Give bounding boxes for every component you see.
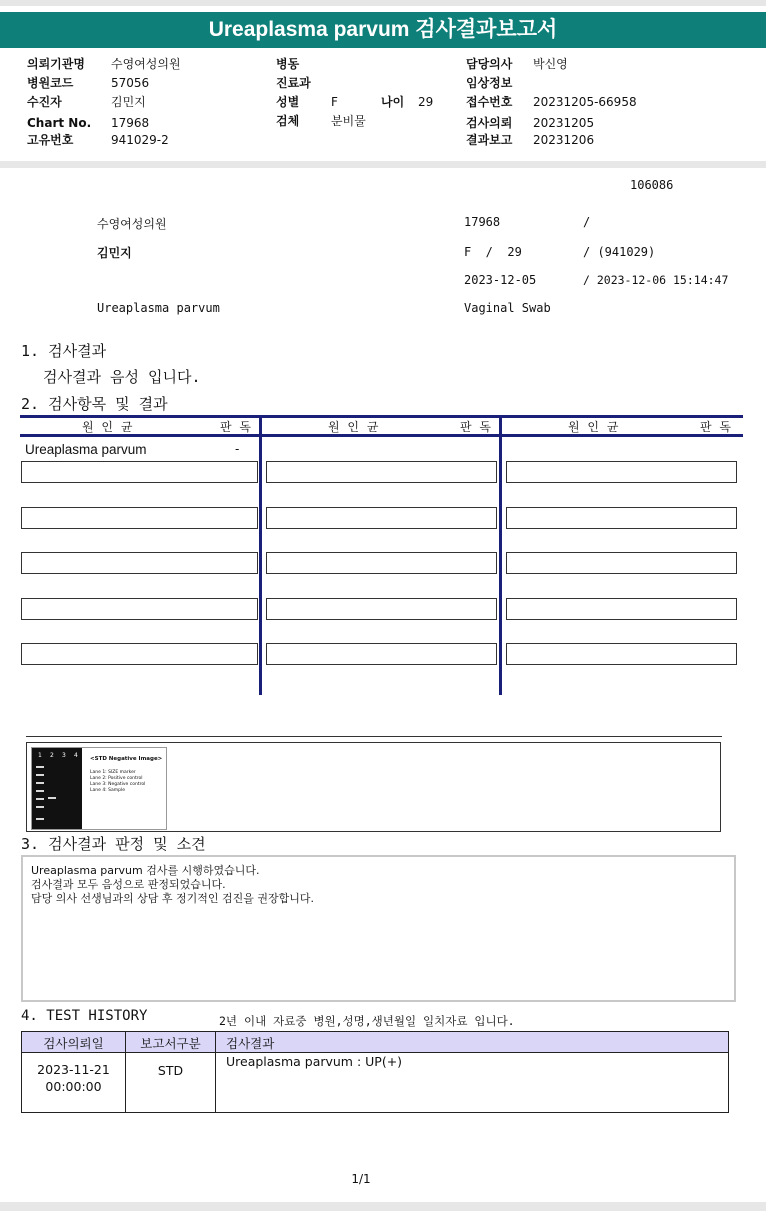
opinion-line: Ureaplasma parvum 검사를 시행하였습니다. <box>31 864 260 877</box>
unique-no-value: 941029-2 <box>111 133 169 147</box>
summary-clinic: 수영여성의원 <box>97 217 167 231</box>
lane-number: 4 <box>74 752 78 759</box>
history-report-type: STD <box>157 1063 184 1078</box>
section4-heading: 4. TEST HISTORY <box>21 1008 148 1024</box>
section2-heading: 2. 검사항목 및 결과 <box>21 395 168 413</box>
result-box <box>506 461 737 483</box>
gel-band <box>36 798 44 800</box>
receipt-no-value: 20231205-66958 <box>533 95 637 109</box>
age-value: 29 <box>418 95 434 109</box>
summary-report-datetime: / 2023-12-06 15:14:47 <box>583 273 729 287</box>
col-header-judgement-3: 판 독 <box>700 420 733 434</box>
history-col-report-type: 보고서구분 <box>140 1036 201 1051</box>
chart-no-value: 17968 <box>111 116 150 130</box>
result-box <box>21 552 258 574</box>
lane-number: 3 <box>62 752 66 759</box>
result-box <box>506 643 737 665</box>
lane-number: 1 <box>38 752 42 759</box>
test-item-result: - <box>235 442 240 456</box>
result-box <box>21 598 258 620</box>
summary-specimen: Vaginal Swab <box>464 301 551 315</box>
history-table <box>21 1031 729 1113</box>
specimen-label: 검체 <box>276 114 300 128</box>
age-label: 나이 <box>381 95 405 109</box>
gel-legend <box>90 770 145 794</box>
page-number: 1/1 <box>351 1172 371 1186</box>
clinical-info-label: 임상정보 <box>466 76 513 90</box>
summary-chart: 17968 <box>464 215 501 229</box>
gel-top-rule <box>26 736 722 737</box>
clinic-label: 의뢰기관명 <box>27 57 85 71</box>
gel-image <box>31 747 167 830</box>
header-divider <box>0 161 766 168</box>
summary-birth: / (941029) <box>583 245 656 259</box>
history-note: 2년 이내 자료중 병원,성명,생년월일 일치자료 입니다. <box>219 1014 515 1028</box>
top-strip <box>0 0 766 6</box>
summary-request-date: 2023-12-05 <box>464 273 537 287</box>
unique-no-label: 고유번호 <box>27 133 74 147</box>
clinic-value: 수영여성의원 <box>111 57 181 71</box>
hospital-code-label: 병원코드 <box>27 76 74 90</box>
patient-value: 김민지 <box>111 95 146 109</box>
gel-band <box>36 774 44 776</box>
col-header-judgement-1: 판 독 <box>220 420 253 434</box>
ward-label: 병동 <box>276 57 300 71</box>
request-date-value: 20231205 <box>533 116 595 130</box>
sex-value: F <box>331 95 338 109</box>
gel-band <box>48 797 56 799</box>
opinion-text <box>31 864 314 906</box>
history-date-line1: 2023-11-21 <box>37 1062 110 1077</box>
col-header-pathogen-1: 원 인 균 <box>82 420 135 434</box>
opinion-line: 담당 의사 선생님과의 상담 후 정기적인 검진을 권장합니다. <box>31 892 314 905</box>
report-date-label: 결과보고 <box>466 133 513 147</box>
result-box <box>266 598 497 620</box>
result-box <box>21 461 258 483</box>
result-box <box>21 643 258 665</box>
gel-band <box>36 818 44 820</box>
gel-band <box>36 790 44 792</box>
gel-band <box>36 782 44 784</box>
summary-slash: / <box>583 215 591 229</box>
sex-label: 성별 <box>276 95 300 109</box>
specimen-value: 분비물 <box>331 114 366 128</box>
section1-heading: 1. 검사결과 <box>21 342 107 360</box>
result-box <box>506 507 737 529</box>
patient-label: 수진자 <box>27 95 62 109</box>
history-header-rule <box>22 1052 728 1053</box>
history-col-request-date: 검사의뢰일 <box>43 1036 104 1051</box>
dept-label: 진료과 <box>276 76 311 90</box>
lane-number: 2 <box>50 752 54 759</box>
col-header-pathogen-2: 원 인 균 <box>328 420 381 434</box>
col-header-pathogen-3: 원 인 균 <box>568 420 621 434</box>
result-box <box>506 598 737 620</box>
opinion-line: 검사결과 모두 음성으로 판정되었습니다. <box>31 878 226 891</box>
section1-result: 검사결과 음성 입니다. <box>43 368 201 386</box>
result-box <box>266 461 497 483</box>
gel-band <box>36 766 44 768</box>
result-box <box>21 507 258 529</box>
result-box <box>266 552 497 574</box>
result-box <box>506 552 737 574</box>
table-divider-1 <box>259 415 262 695</box>
request-date-label: 검사의뢰 <box>466 116 513 130</box>
gel-photo <box>32 748 82 829</box>
summary-code: 106086 <box>630 178 674 192</box>
chart-no-label: Chart No. <box>27 116 92 130</box>
gel-legend-item: Lane 2: Positive control <box>90 776 143 781</box>
history-result: Ureaplasma parvum : UP(+) <box>226 1054 403 1069</box>
section3-heading: 3. 검사결과 판정 및 소견 <box>21 835 206 853</box>
history-date-line2: 00:00:00 <box>45 1079 102 1094</box>
doctor-value: 박신영 <box>533 57 568 71</box>
result-box <box>266 643 497 665</box>
summary-test-name: Ureaplasma parvum <box>97 301 220 315</box>
gel-legend-item: Lane 4: Sample <box>90 788 125 793</box>
receipt-no-label: 접수번호 <box>466 95 513 109</box>
report-title: Ureaplasma parvum 검사결과보고서 <box>0 12 766 48</box>
doctor-label: 담당의사 <box>466 57 513 71</box>
col-header-judgement-2: 판 독 <box>460 420 493 434</box>
hospital-code-value: 57056 <box>111 76 150 90</box>
result-box <box>266 507 497 529</box>
history-col-divider <box>215 1032 216 1112</box>
gel-legend-item: Lane 3: Negative control <box>90 782 146 787</box>
gel-legend-item: Lane 1: SIZE marker <box>90 770 136 775</box>
bottom-band <box>0 1202 766 1211</box>
gel-band <box>36 806 44 808</box>
table-divider-2 <box>499 415 502 695</box>
report-date-value: 20231206 <box>533 133 595 147</box>
gel-title: <STD Negative Image> <box>90 756 163 762</box>
summary-sex-age: F / 29 <box>464 245 522 259</box>
summary-patient: 김민지 <box>97 246 132 260</box>
history-col-result: 검사결과 <box>226 1036 275 1051</box>
test-item-name: Ureaplasma parvum <box>25 442 147 457</box>
